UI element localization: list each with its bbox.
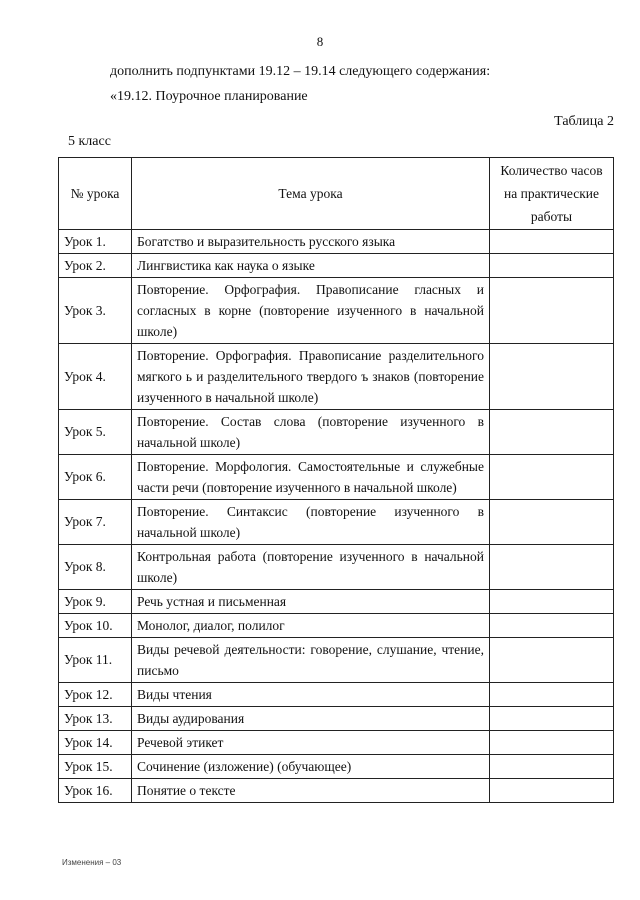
lesson-number-cell: Урок 8. bbox=[59, 545, 132, 590]
lesson-plan-table bbox=[58, 157, 614, 803]
lesson-topic-cell: Лингвистика как наука о языке bbox=[132, 254, 490, 278]
lesson-number-cell: Урок 12. bbox=[59, 683, 132, 707]
lesson-number-cell: Урок 4. bbox=[59, 344, 132, 410]
table-row bbox=[59, 230, 614, 254]
table-row bbox=[59, 731, 614, 755]
page-number: 8 bbox=[316, 34, 324, 49]
practical-hours-cell bbox=[490, 278, 614, 344]
lesson-number-cell: Урок 15. bbox=[59, 755, 132, 779]
table-header-row bbox=[59, 158, 614, 230]
practical-hours-cell bbox=[490, 455, 614, 500]
table-row bbox=[59, 755, 614, 779]
practical-hours-cell bbox=[490, 755, 614, 779]
intro-line-1: дополнить подпунктами 19.12 – 19.14 следующего содержания: bbox=[110, 64, 491, 79]
lesson-number-cell: Урок 11. bbox=[59, 638, 132, 683]
table-caption: Таблица 2 bbox=[554, 114, 614, 129]
table-row bbox=[59, 614, 614, 638]
lesson-topic-cell: Сочинение (изложение) (обучающее) bbox=[132, 755, 490, 779]
practical-hours-cell bbox=[490, 500, 614, 545]
practical-hours-cell bbox=[490, 707, 614, 731]
lesson-number-cell: Урок 16. bbox=[59, 779, 132, 803]
table-row bbox=[59, 638, 614, 683]
practical-hours-cell bbox=[490, 638, 614, 683]
header-lesson-topic: Тема урока bbox=[132, 158, 490, 230]
lesson-topic-cell: Повторение. Состав слова (повторение изученного в начальной школе) bbox=[132, 410, 490, 455]
intro-line-2: «19.12. Поурочное планирование bbox=[110, 89, 308, 104]
table-row bbox=[59, 254, 614, 278]
practical-hours-cell bbox=[490, 344, 614, 410]
lesson-number-cell: Урок 9. bbox=[59, 590, 132, 614]
practical-hours-cell bbox=[490, 590, 614, 614]
table-row bbox=[59, 344, 614, 410]
lesson-topic-cell: Виды чтения bbox=[132, 683, 490, 707]
practical-hours-cell bbox=[490, 254, 614, 278]
lesson-topic-cell: Понятие о тексте bbox=[132, 779, 490, 803]
practical-hours-cell bbox=[490, 410, 614, 455]
table-row bbox=[59, 410, 614, 455]
lesson-number-cell: Урок 5. bbox=[59, 410, 132, 455]
practical-hours-cell bbox=[490, 230, 614, 254]
table-row bbox=[59, 779, 614, 803]
practical-hours-cell bbox=[490, 683, 614, 707]
lesson-topic-cell: Повторение. Морфология. Самостоятельные и служебные части речи (повторение изученного в начальной школе) bbox=[132, 455, 490, 500]
practical-hours-cell bbox=[490, 614, 614, 638]
lesson-number-cell: Урок 2. bbox=[59, 254, 132, 278]
table-row bbox=[59, 545, 614, 590]
table-row bbox=[59, 455, 614, 500]
lesson-number-cell: Урок 7. bbox=[59, 500, 132, 545]
lesson-number-cell: Урок 13. bbox=[59, 707, 132, 731]
practical-hours-cell bbox=[490, 545, 614, 590]
practical-hours-cell bbox=[490, 731, 614, 755]
lesson-topic-cell: Виды речевой деятельности: говорение, слушание, чтение, письмо bbox=[132, 638, 490, 683]
table-row bbox=[59, 500, 614, 545]
lesson-number-cell: Урок 10. bbox=[59, 614, 132, 638]
grade-label: 5 класс bbox=[68, 134, 111, 149]
lesson-number-cell: Урок 14. bbox=[59, 731, 132, 755]
lesson-topic-cell: Речевой этикет bbox=[132, 731, 490, 755]
lesson-number-cell: Урок 3. bbox=[59, 278, 132, 344]
table-row bbox=[59, 707, 614, 731]
lesson-topic-cell: Контрольная работа (повторение изученного в начальной школе) bbox=[132, 545, 490, 590]
lesson-topic-cell: Богатство и выразительность русского языка bbox=[132, 230, 490, 254]
footer-note: Изменения – 03 bbox=[62, 858, 122, 867]
practical-hours-cell bbox=[490, 779, 614, 803]
lesson-number-cell: Урок 6. bbox=[59, 455, 132, 500]
table-row bbox=[59, 278, 614, 344]
lesson-topic-cell: Виды аудирования bbox=[132, 707, 490, 731]
lesson-topic-cell: Речь устная и письменная bbox=[132, 590, 490, 614]
table-row bbox=[59, 683, 614, 707]
lesson-topic-cell: Монолог, диалог, полилог bbox=[132, 614, 490, 638]
table-row bbox=[59, 590, 614, 614]
lesson-topic-cell: Повторение. Синтаксис (повторение изученного в начальной школе) bbox=[132, 500, 490, 545]
lesson-topic-cell: Повторение. Орфография. Правописание разделительного мягкого ь и разделительного твердого ъ знаков (повторение изученного в начальной школе) bbox=[132, 344, 490, 410]
lesson-topic-cell: Повторение. Орфография. Правописание гласных и согласных в корне (повторение изученного в начальной школе) bbox=[132, 278, 490, 344]
header-lesson-number: № урока bbox=[59, 158, 132, 230]
header-practical-hours: Количество часов на практические работы bbox=[490, 158, 614, 230]
lesson-number-cell: Урок 1. bbox=[59, 230, 132, 254]
